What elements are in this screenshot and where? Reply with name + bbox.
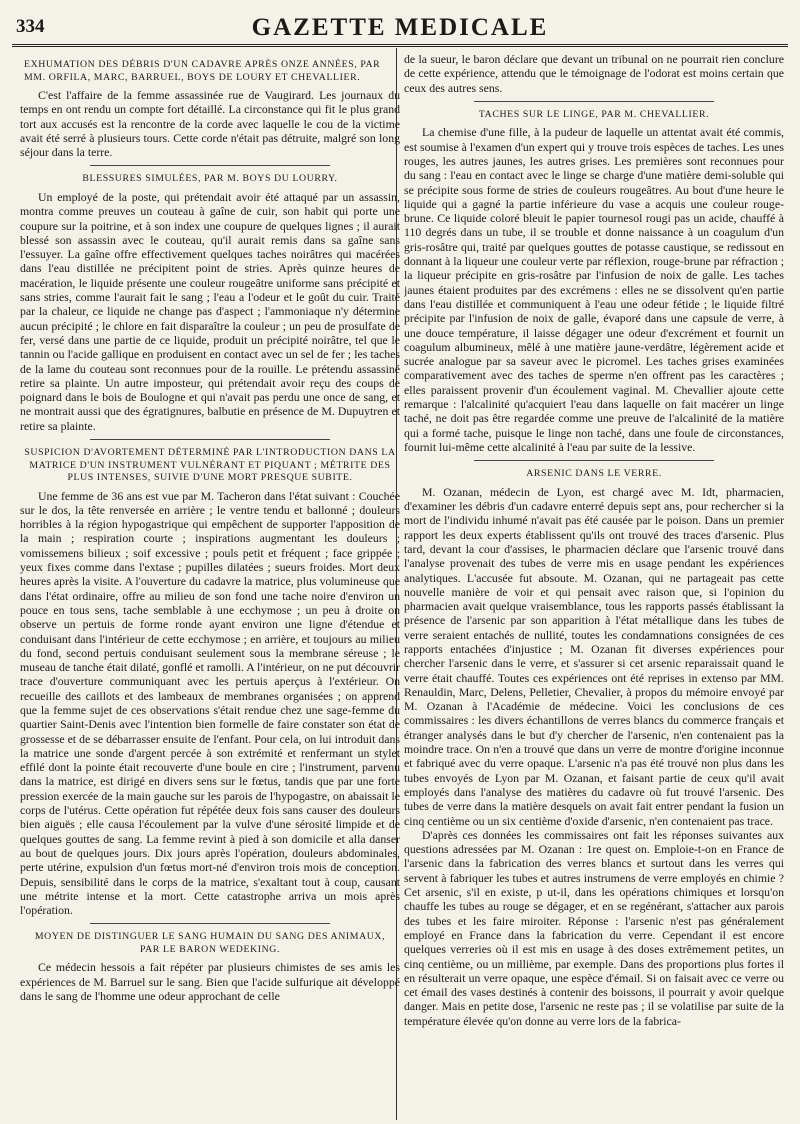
- article-paragraph: Une femme de 36 ans est vue par M. Tacheron dans l'état suivant : Couchée sur le dos, la tête renversée en arrière ; le ventre tendu et ballonné ; douleurs horribles à la région hypogastrique qui empêchent de supporter l'apposition de la main ; respiration courte ; inspirations augmentant les douleurs ; vomissemens bilieux ; soif excessive ; pouls petit et fréquent ; face grippée ; yeux fixes comme dans l'extase ; pupilles dilatées ; sueurs froides. Mort deux heures après la visite. A l'ouverture du cadavre la matrice, plus volumineuse que dans l'état ordinaire, offre au milieu de son fond une tache noire d'environ un pouce en tous sens, tache semblable à une ecchymose ; un peu à droite on observe un pertuis de forme ronde ayant environ une ligne d'étendue et conduisant dans l'intérieur de cette ecchymose ; en arrière, et toujours au milieu du fond, second pertuis conduisant seulement sous la membrane séreuse ; le museau de tanche était dilaté, gonflé et ramolli. A l'intérieur, on ne put découvrir trace d'ouverture communiquant avec les pertuis aperçus à l'extérieur. On recueille des caillots et des lambeaux de membranes organisées ; on apprend que la femme sujet de ces observations s'était rendue chez une sage-femme du quartier Saint-Denis avec l'intention bien formelle de faire constater son état de grossesse et de se débarrasser ensuite de l'enfant. Pour cela, on lui introduit dans la matrice une sonde d'argent percée à son extrémité et renfermant un stylet effilé dont la pointe était recouverte d'une boule en cire ; l'instrument, parvenu dans la matrice, est dirigé en divers sens sur le fœtus, tandis que par une forte pression exercée de la main gauche sur les parois de l'hypogastre, on abaissait le corps de l'utérus. Cette opération fut répétée deux fois sans causer des douleurs bien aiguës ; elle causa l'écoulement par la vulve d'une sérosité limpide et de quelques gouttes de sang. La femme revint à pied à son domicile et alla danser au bout de quelques jours. Dix jours après l'opération, douleurs abdominales, perte utérine, expulsion d'un fœtus mort-né d'environ trois mois de conception. Depuis, sensibilité dans le corps de la matrice, s'exaltant tout à coup, causant une métrite intense et la mort. Cette catastrophe arriva un mois après l'opération.: [20, 488, 400, 918]
- article-title: ARSENIC DANS LE VERRE.: [526, 468, 662, 480]
- right-column: [404, 52, 784, 1118]
- article-title: TACHES SUR LE LINGE, PAR M. CHEVALLIER.: [478, 108, 710, 120]
- article-title: EXHUMATION DES DÉBRIS D'UN CADAVRE APRÈS ONZE ANNÉES, PAR MM. ORFILA, MARC, BARRUEL, BOYS DE LOURY ET CHEVALLIER.: [24, 59, 381, 83]
- journal-title: GAZETTE MEDICALE: [251, 14, 549, 41]
- article-separator: [90, 439, 330, 440]
- article-paragraph: La chemise d'une fille, à la pudeur de laquelle un attentat avait été commis, est soumise à l'examen d'un expert qui y trouve trois espèces de taches. Les unes rouges, les autres jaunes, les autres grises. Les premières sont reconnues pour du sang : l'eau en contact avec le linge se charge d'une matière demi-soluble qui se précipite sous forme de stries de couleurs rougeâtres. Au bout d'une heure le liquide qui a gagné la partie inférieure du vase a acquis une couleur rouge-brune. Ce liquide coloré bleuit le papier tournesol rougi pas un acide, chauffé à 110 degrés dans un tube, il se trouble et donne naissance à un coagulum d'un gris-rosâtre qui, traité par quelques gouttes de potasse caustique, se redissout en donnant à la liqueur une couleur verte par réflexion, rouge-brune par réfraction ; la liqueur précipite en gris-rosâtre par l'infusion de noix de galle. Les taches jaunes étaient produites par des excrémens : elles ne se dissolvent qu'en partie dans l'eau distillée et communiquent à l'eau une odeur fétide ; le liquide filtré précipite par l'infusion de noix de galle, évaporé dans une capsule de verre, à une douce température, il laisse dégager une odeur d'excrément et fournit un coagulum albumineux, mêlé à une matière jaune-verdâtre, légèrement acide et sucrée analogue par sa saveur avec le picromel. Les taches grises examinées comparativement avec des taches de sperme n'en offrent pas les caractères ; elles paraissent provenir d'un écoulement vaginal. M. Chevallier ajoute cette remarque : l'alcalinité qu'acquiert l'eau dans laquelle on fait macérer un linge taché, ne doit pas être regardée comme une preuve de l'alcalinité de la matière qui a formé tache, puisque le linge non taché, dans une foule de circonstances, fournit lui-même cette alcalinité à l'eau par suite de la lessive.: [404, 125, 784, 454]
- article-title: SUSPICION D'AVORTEMENT DÉTERMINÉ PAR L'INTRODUCTION DANS LA MATRICE D'UN INSTRUMENT VULNÉRANT ET PIQUANT ; MÉTRITE DES PLUS INTENSES, SUIVIE D'UNE MORT PRESQUE SUBITE.: [24, 447, 396, 484]
- article-paragraph: D'après ces données les commissaires ont fait les réponses suivantes aux questions adressées par M. Ozanan : 1re quest on. Emploie-t-on en France de l'arsenic dans la fabrication des verres blancs et surtout dans les verres qui servent à fabriquer les tubes et autres instrumens de verre employés en chimie ? Cet arsenic, s'il en existe, p ut-il, dans les opérations chimiques et lorsqu'on chauffe les tubes au rouge se dégager, et en se regénérant, s'attacher aux parois des tubes et les faire miroiter. Réponse : l'arsenic n'est pas généralement employé en France dans la fabrication du verre. Cependant il est encore quelques verreries où il est mis en usage à des doses extrêmement petites, un cinq centième, ou un millième, par exemple. Dans des proportions plus fortes il en résulterait un verre opaque, une espèce d'émail. Si on faisait avec ce verre ou cet émail des vases destinés à contenir des boissons, il pourrait y avoir quelque danger. Mais en petite dose, l'arsenic ne reste pas ; il se volatilise par suite de la température élevée qu'on donne au verre lors de la fabrica-: [404, 827, 784, 1028]
- article-separator: [474, 460, 714, 461]
- article-title: BLESSURES SIMULÉES, PAR M. BOYS DU LOURRY.: [82, 173, 338, 185]
- article-separator: [474, 101, 714, 102]
- article-separator: [90, 923, 330, 924]
- article-separator: [90, 165, 330, 166]
- page-number: 334: [16, 16, 45, 37]
- article-title: MOYEN DE DISTINGUER LE SANG HUMAIN DU SANG DES ANIMAUX, PAR LE BARON WEDEKING.: [34, 931, 386, 955]
- left-column: [20, 52, 400, 1118]
- article-paragraph: Ce médecin hessois a fait répéter par plusieurs chimistes de ses amis les expériences de M. Barruel sur le sang. Bien que l'acide sulfurique ait développé dans le sang de l'homme une odeur approchant de celle: [20, 960, 400, 1004]
- article-paragraph: de la sueur, le baron déclare que devant un tribunal on ne pourrait rien conclure de cette expérience, attendu que le témoignage de l'odorat est moins certain que ceux des autres sens.: [404, 52, 784, 95]
- header-rule: [12, 44, 788, 47]
- article-paragraph: M. Ozanan, médecin de Lyon, est chargé avec M. Idt, pharmacien, d'examiner les débris d'un cadavre enterré depuis sept ans, pour rechercher si la mort de l'individu inhumé n'avait pas été causée par le poison. Dans un premier rapport les deux experts établissent qu'ils ont trouvé des traces d'arsenic. Plus tard, devant la cour d'assises, le pharmacien déclare que l'arsenic trouvé dans l'analyse provenait des tubes de verre mis en usage pendant les expériences analytiques. L'accusée fut absoute. M. Ozanan, qui ne partageait pas cette nouvelle manière de voir et qui pensait avec raison que, si l'opinion du pharmacien avait quelque vraisemblance, tous les rapports passés établissant la présence de l'arsenic par son apparition à l'état métallique dans les tubes de verre seraient entachés de nullité, toutes les condamnations consignées de ces rapports entachées d'injustice ; M. Ozanan fit diverses expériences pour chercher l'arsenic dans le verre, et s'assurer si cet arsenic reparaissait quand le verre était chauffé. Toutes ces expériences ont été reprises in extenso par MM. Renauldin, Marc, Delens, Pelletier, Chevalier, à propos du mémoire envoyé par M. Ozanan à l'Académie de médecine. Voici les conclusions de ces commissaires : les divers échantillons de verres blancs du commerce français et étranger analysés dans le but d'y chercher de l'arsenic, n'en contenaient pas la moindre trace. On n'en a trouvé que dans un verre de montre d'origine inconnue et fabriqué avec du verre opaque. L'arsenic n'a pas été trouvé non plus dans les tubes envoyés de Lyon par M. Ozanan, et faisant partie de ceux qu'il avait employés dans l'analyse des matières du cadavre où fut trouvé l'arsenic. Des tubes de verre dans la matière desquels on avait fait entrer pendant la fusion un cinq centième ou un six centième d'oxide d'arsenic, n'en contenaient pas trace.: [404, 484, 784, 828]
- article-paragraph: Un employé de la poste, qui prétendait avoir été attaqué par un assassin, montra comme preuves un couteau à gaîne de cuir, son habit qui porte une coupure sur la poitrine, et à son index une coupure de quelques lignes ; il aurait blessé son assassin avec le couteau, qu'il aurait remis dans sa gaîne sans l'essuyer. La gaîne offre effectivement quelques taches noirâtres qui macérées dans l'eau distillée ne précipitent point de stries. Après quinze heures de macération, le liquide présente une couleur rougeâtre uniforme sans précipité et sans stries, comme l'aurait fait le sang ; l'eau a l'odeur et le goût du cuir. Traité par la chaleur, ce liquide ne change pas d'aspect ; l'ammoniaque n'y détermine aucun précipité ; le chlore en fait disparaître la couleur ; un peu de prosulfate de fer, versé dans une partie de ce liquide, produit un précipité noirâtre, tel que le tannin ou l'acide gallique en produisent en contact avec un sel de fer ; les taches de la lame du couteau sont reconnues pour de la rouille. Le prétendu assassiné retire sa plainte. Un autre imposteur, qui prétendait avoir reçu des coups de poignard dans le bois de Boulogne et qui n'avait pas perdu une once de sang, et ne montrait aussi que des égratignures, balbutie en présence de M. Dupuytren et retire sa plainte.: [20, 189, 400, 433]
- article-paragraph: C'est l'affaire de la femme assassinée rue de Vaugirard. Les journaux du temps en ont rendu un compte fort détaillé. La circonstance qui fit le plus grand tort aux accusés est la rencontre de la corde avec laquelle le cou de la victime avait été serré à plusieurs tours. Cette corde n'était pas détruite, malgré son long séjour dans la terre.: [20, 88, 400, 160]
